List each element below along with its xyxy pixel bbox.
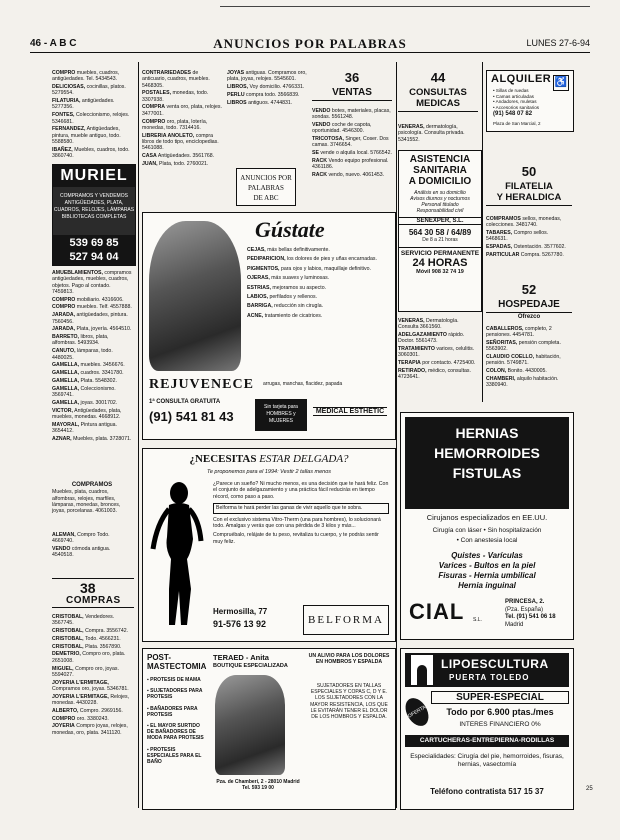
top-rule xyxy=(220,6,590,7)
asistencia-phones: 564 30 58 / 64/89 xyxy=(408,228,472,237)
muriel-services: COMPRAMOS Y VENDEMOS ANTIGÜEDADES, PLATA, CUADROS, RELOJES, LÁMPARAS BIBLIOTECAS COMPLETAS xyxy=(53,187,135,235)
gustate-item: ACNE, tratamiento de cicatrices. xyxy=(247,312,323,319)
woman-silhouette-figure xyxy=(147,479,207,627)
filatelia-title-2: Y HERALDICA xyxy=(486,192,572,206)
hernias-title-2: HEMORROIDES xyxy=(434,445,540,461)
classified-ad: FILATURIA, antigüedades. 5277356. xyxy=(52,98,115,111)
classified-ad: ALEMAN, Compro Todo. 4669740. xyxy=(52,532,110,545)
classified-ad: CASA Antigüedades. 3561768. xyxy=(142,153,215,160)
corner-number: 25 xyxy=(586,786,593,792)
classified-ad: MAYORAL, Pintura antigua. 3654412. xyxy=(52,421,117,435)
hernias-title-1: HERNIAS xyxy=(455,425,519,441)
page-header xyxy=(30,36,590,53)
ventas-section-title: VENTAS xyxy=(312,87,392,101)
classified-ad: MIGUEL, Compro oro, joyas. 5594027. xyxy=(52,665,119,678)
classified-ad: DELICIOSAS, cocinillas, platos. 5279554. xyxy=(52,84,126,97)
classified-ad: VENDO coche de capota, oportunidad. 4546300. xyxy=(312,122,372,135)
classified-ad: CRISTOBAL, Vendedores. 3567745. xyxy=(52,614,115,627)
classified-ad: CANUTO, lámparas, todo. 4480025. xyxy=(52,348,113,361)
post-item: ▪ BAÑADORES PARA PROTESIS xyxy=(147,705,198,718)
puerta-toledo-gate-icon xyxy=(411,655,433,685)
estar-delgada-ad xyxy=(142,448,396,642)
delgada-subtitle: Te proponemos para el 1994: Vestir 2 tallas menos xyxy=(206,469,332,475)
filatelia-section-header xyxy=(486,164,572,210)
classified-ad: GAMELLA, Plata. 5548302. xyxy=(52,377,117,384)
asistencia-service-3: Móvil 908 32 74 19 xyxy=(416,269,464,275)
classified-ad: CRISTOBAL, Plata. 3567890. xyxy=(52,643,122,650)
classified-ad: LIBROS, Voy domicilio. 4766331. xyxy=(227,84,305,91)
col5-medical-ads xyxy=(398,318,478,382)
post-item: ▪ EL MAYOR SURTIDO DE BAÑADORES DE MODA PARA PROTESIS xyxy=(147,723,204,742)
publication-name: A B C xyxy=(49,38,77,49)
lipo-title: LIPOESCULTURA xyxy=(441,657,549,671)
ventas-section-number: 36 xyxy=(344,70,360,85)
asistencia-sanitaria-ad xyxy=(398,150,482,312)
filatelia-ads xyxy=(486,216,570,260)
post-item: ▪ PROTESIS ESPECIALES PARA EL BAÑO xyxy=(147,746,202,766)
classified-ad: PARTICULAR Compra. 5267780. xyxy=(486,251,564,258)
teraed-brand: TERAED - Anita xyxy=(213,653,269,662)
delgada-paragraph: ¿Parece un sueño? Ni mucho menos, es una decisión que te hará feliz. Con el conjunto de adelgazamiento y una práctica fácil reducirás en tiempo récord, como paso a paso. xyxy=(213,481,389,500)
classified-ad: SEÑORITAS, pensión completa. 5563902. xyxy=(486,340,561,353)
medical-esthetic-logo: MEDICAL ESTHETIC xyxy=(313,407,387,416)
alquiler-ad xyxy=(486,70,574,132)
lipo-phone: Teléfono contratista 517 15 37 xyxy=(430,787,544,796)
page-title: ANUNCIOS POR PALABRAS xyxy=(213,36,407,51)
classified-ad: VENDO cómoda antigua. 4540518. xyxy=(52,546,111,559)
lipoescultura-ad xyxy=(400,648,574,810)
delgada-paragraph: Con el exclusivo sistema Vitro-Therm (una para hombres), lo solucionará todo. Amalgas y verás que con una pérdida de 3 kilos y más... xyxy=(213,516,381,530)
filatelia-title-1: FILATELIA xyxy=(505,181,553,192)
classified-ad: AMUEBLAMIENTOS, compramos antigüedades, muebles, cuadros, objetos. Pago al contado. 7459813. xyxy=(52,270,132,295)
post-mastectomia-ad xyxy=(142,648,396,810)
classified-ad: COMPRO mobiliario. 4316606. xyxy=(52,296,124,303)
compramos-title: COMPRAMOS xyxy=(71,482,113,488)
delgada-body xyxy=(213,481,389,548)
classified-ad: COMPRO muebles, cuadros, antigüedades. Tel. 5434543. xyxy=(52,70,120,83)
teraed-subtitle: BOUTIQUE ESPECIALIZADA xyxy=(213,663,288,669)
lipo-special: SUPER-ESPECIAL xyxy=(431,691,569,704)
classified-ad: ESPADAS, Ostentación. 3577602. xyxy=(486,244,566,251)
col1-top-ads xyxy=(52,70,132,161)
gustate-services xyxy=(247,247,389,322)
classified-ad: LIBRERIA ANOLETO, compra libros de todo tipo, enciclopedias. 5461088. xyxy=(142,132,219,152)
classified-ad: DEMETRIO, Compro oro, plata. 2651008. xyxy=(52,651,126,664)
classified-ad: TRATAMIENTO varices, celulitis. 3060301. xyxy=(398,346,475,359)
anuncios-por-palabras-box: ANUNCIOS POR PALABRAS DE ABC xyxy=(236,168,296,206)
hernias-ad xyxy=(400,412,574,640)
muriel-title: MURIEL xyxy=(53,165,135,187)
consultas-section-number: 44 xyxy=(430,70,446,85)
filatelia-section-number: 50 xyxy=(521,164,537,179)
classified-ad: RACK Vendo equipo profesional. 4361186. xyxy=(312,158,389,171)
col1-bottom-ads xyxy=(52,614,132,738)
compras-section-header xyxy=(52,578,134,608)
hernias-line-3: • Con anestesia local xyxy=(456,537,518,544)
classified-ad: COMPRA venta oro, plata, relojes. 3477001. xyxy=(142,104,222,117)
alquiler-items: • Sillas de ruedas • Camas articuladas • Andadores, muletas • Accesorios sanitarios xyxy=(493,88,540,110)
classified-ad: JOYERIA L'ERMITAGE, Compramos oro, joyas. 5346781. xyxy=(52,679,129,692)
classified-ad: GAMELLA, cuadros. 3341780. xyxy=(52,370,124,377)
classified-ad: GAMELLA, Coleccionismo. 3569741. xyxy=(52,385,116,399)
classified-ad: AZNAR, Muebles, plata. 3728071. xyxy=(52,435,132,442)
page-date: LUNES 27-6-94 xyxy=(526,38,590,48)
cial-suffix: S.L. xyxy=(473,617,482,623)
lipo-bar: CARTUCHERAS-ENTREPIERNA-RODILLAS xyxy=(405,735,569,747)
compras-section-title: COMPRAS xyxy=(66,595,121,606)
gustate-item: CEJAS, más bellas definitivamente. xyxy=(247,247,330,253)
col1-mid-ads xyxy=(52,270,132,444)
oferta-badge: OFERTA xyxy=(401,694,433,730)
ventas-section-header xyxy=(312,70,392,100)
muriel-phones xyxy=(53,235,135,265)
delgada-address: Hermosilla, 77 xyxy=(213,607,268,616)
compras-section-number: 38 xyxy=(80,580,96,596)
muriel-ad xyxy=(52,164,136,266)
classified-ad: CHAMBERI, alquilo habitación. 3380940. xyxy=(486,376,559,389)
gustate-item: PEDIPARICION, los dolores de pies y uñas encarnadas. xyxy=(247,256,377,263)
asistencia-service-2: 24 HORAS xyxy=(412,257,468,269)
classified-ad: LIBROS antiguos. 4744831. xyxy=(227,99,293,106)
classified-ad: GAMELLA, joyas. 3001702. xyxy=(52,399,118,406)
classified-ad: COMPRO muebles. Telf. 4557888. xyxy=(52,304,132,311)
woman-portrait-photo xyxy=(149,221,241,371)
delgada-paragraph: Belforma te hará perder las ganas de vivir aquello que te sobra. xyxy=(213,503,389,513)
muriel-phone-1: 539 69 85 xyxy=(69,237,119,249)
rejuvenece-subtitle: arrugas, manchas, flacidez, papada xyxy=(263,381,343,387)
post-contact: Pza. de Chamberí, 2 - 28010 Madrid Tel. 593 19 00 xyxy=(216,779,300,791)
muriel-phone-2: 527 94 04 xyxy=(69,251,119,263)
consultas-title-1: CONSULTAS xyxy=(409,87,467,98)
asistencia-title-1: ASISTENCIA xyxy=(409,154,471,165)
cial-contact: PRINCESA, 2. (Pza. España) Tel. (91) 541 06 18 Madrid xyxy=(505,599,556,628)
ventas-ads xyxy=(312,108,392,180)
gustate-ad xyxy=(142,212,396,440)
asistencia-title-2: SANITARIA xyxy=(413,165,467,176)
hospedaje-section-number: 52 xyxy=(521,282,537,297)
post-item: ▪ PROTESIS DE MAMA xyxy=(147,677,201,683)
classified-ad: JOYERIA L'ERMITAGE, Relojes, monedas. 4430228. xyxy=(52,693,130,707)
consulta-gratuita: 1ª CONSULTA GRATUITA xyxy=(149,399,221,405)
asistencia-hours: De 8 a 21 horas xyxy=(422,237,458,243)
classified-ad: VICTOR, Antigüedades, plata, muebles, monedas. 4668912. xyxy=(52,407,122,420)
hernias-title-block xyxy=(405,417,569,509)
post-items xyxy=(147,677,207,770)
hospedaje-ads xyxy=(486,326,570,390)
classified-ad: RACK vendo, nuevo. 4061453. xyxy=(312,172,385,179)
compramos-text: Muebles, plata, cuadros, alfombras, relojes, marfiles, lámparas, monedas, bronces, joyas, porcelanas. 4061003. xyxy=(52,489,121,515)
consultas-section-header xyxy=(398,70,478,116)
gustate-item: PIGMENTOS, para ojos y labios, maquillaje definitivo. xyxy=(247,265,371,272)
rejuvenece-title: REJUVENECE xyxy=(149,377,254,392)
consultas-title-2: MEDICAS xyxy=(398,98,478,112)
model-photo xyxy=(215,675,285,775)
classified-ad: ALBERTO, Compro. 2969156. xyxy=(52,707,123,714)
lipo-specialties: Especialidades: Cirugía del pie, hemorroides, fisuras, hernias, vasectomía xyxy=(410,753,564,768)
gustate-badge: Sin tarjeta para HOMBRES y MUJERES xyxy=(255,399,307,431)
gustate-item: LABIOS, perfilados y rellenos. xyxy=(247,294,318,301)
post-title: POST- MASTECTOMIA xyxy=(147,653,207,671)
cial-logo: CIAL xyxy=(409,599,465,624)
hospedaje-section-title: HOSPEDAJE xyxy=(486,299,572,313)
lipo-interest: INTERES FINANCIERO 0% xyxy=(459,721,541,728)
classified-ad: COLON, Bonito. 4430005. xyxy=(486,368,547,375)
classified-ad: SE vende o alquila local. 5766542. xyxy=(312,150,392,157)
classified-ad: JOYAS antiguas. Compramos oro, plata, joyas, relojes. 5545601. xyxy=(227,70,307,83)
asistencia-title-3: A DOMICILIO xyxy=(408,176,472,187)
hernias-line-1: Cirujanos especializados en EE.UU. xyxy=(426,513,548,522)
classified-ad: VENERAS, dermatología, psicología. Consulta privada. 5341552. xyxy=(398,124,465,143)
classified-ad: POSTALES, monedas, todo. 3307938. xyxy=(142,90,209,103)
gustate-logo: Gústate xyxy=(255,217,325,242)
hernias-title-3: FISTULAS xyxy=(452,465,522,481)
classified-ad: JARADA, Plata, joyería. 4564510. xyxy=(52,326,132,333)
classified-ad: JOYERIA Compro joyas, relojes, monedas, oro, plata. 3411120. xyxy=(52,723,128,736)
classified-ad: PERLU compra todo. 3566839. xyxy=(227,91,300,98)
classified-ad: FERNANDEZ, Antigüedades, pintura, mueble antiguo, todo. 5588580. xyxy=(52,126,121,145)
classified-ad: VENDO botes, materiales, placas, sondas. 5561248. xyxy=(312,108,391,121)
delgada-paragraph: Compruébalo, relájate de tu peso, revitaliza tu cuerpo, y te podrás sentir muy feliz. xyxy=(213,532,379,545)
classified-ad: CRISTOBAL, Compra. 3556742. xyxy=(52,628,129,635)
post-right-text: SUJETADORES EN TALLAS ESPECIALES Y COPAS C, D Y E. LOS SUJETADORES CON LA MAYOR RESISTENCIA, LOS QUE LE EVITARÁN TENER EL DOLOR DE LOS HOMBROS Y ESPALDA. xyxy=(310,683,388,721)
post-item: ▪ SUJETADORES PARA PROTESIS xyxy=(147,688,203,701)
lipo-price: Todo por 6.900 ptas./mes xyxy=(446,707,554,717)
classified-ad: FONTES, Coleccionismo, relojes. 5346681. xyxy=(52,112,130,125)
classified-ad: GAMELLA, muebles. 3456676. xyxy=(52,362,125,369)
compramos-ad xyxy=(52,482,132,516)
post-right-title: UN ALIVIO PARA LOS DOLORES EN HOMBROS Y ESPALDA xyxy=(308,653,390,666)
classified-ad: ADELGAZAMIENTO rápido. Doctor. 5561473. xyxy=(398,332,465,345)
lipo-header xyxy=(405,653,569,687)
page-folio: 46 - A B C xyxy=(30,38,77,49)
classified-ad: CABALLEROS, completo, 2 pensiones. 4454781. xyxy=(486,326,552,339)
page-number: 46 xyxy=(30,38,42,49)
consultas-ads xyxy=(398,124,478,144)
gustate-phone: (91) 541 81 43 xyxy=(149,409,234,424)
classified-ad: TERAPIA por contacto. 4725400. xyxy=(398,360,476,367)
col2-ads xyxy=(142,70,222,169)
lipo-subtitle: PUERTA TOLEDO xyxy=(449,673,530,682)
hernias-conditions: Quistes - Varículas Varices - Bultos en la piel Fisuras - Hernia umbilical Hernia inguinal xyxy=(438,551,536,590)
belforma-logo: BELFORMA xyxy=(303,605,389,635)
classified-ad: COMPRO oro. 3380243. xyxy=(52,715,109,722)
delgada-phone: 91-576 13 92 xyxy=(213,619,267,629)
classified-ad: CONTRARIEDADES de anticuario, cuadros, muebles. 5468305. xyxy=(142,70,210,89)
asistencia-company: SENEXPER, S.L. xyxy=(399,217,481,225)
classified-ad: COMPRAMOS sellos, monedas, colecciones. 3481740. xyxy=(486,216,562,229)
alquiler-address: Plaza de San Marcial, 2 xyxy=(493,121,541,126)
classified-ad: TABARES, Compro sellos. 5468631. xyxy=(486,230,549,243)
asistencia-services: Análisis en su domicilio Avisos diurnos y nocturnos Personal titulado Responsabilidad civil xyxy=(410,190,470,214)
hospedaje-subtitle: Ofrezco xyxy=(517,314,541,320)
hernias-line-2: Cirugía con láser • Sin hospitalización xyxy=(432,527,542,534)
gustate-item: BARRIGA, reducción sin cirugía. xyxy=(247,303,324,310)
gustate-item: OJERAS, más suaves y luminosas. xyxy=(247,275,330,282)
classified-ad: TRICOTOSA, Singer, Coser. Dos camas. 3746654. xyxy=(312,136,389,149)
asistencia-service-1: SERVICIO PERMANENTE xyxy=(399,247,481,257)
classified-ad: CRISTOBAL, Todo. 4566231. xyxy=(52,635,121,642)
col3-ads xyxy=(227,70,307,107)
wheelchair-icon: ♿ xyxy=(553,75,569,91)
classified-ad: RETIRADO, médico, consultas. 4723641. xyxy=(398,368,471,381)
classified-ad: BARRETO, libros, plata, alfombras. 5493934. xyxy=(52,334,109,347)
classified-ad: IBAÑEZ, Muebles, cuadros, todo. 3860740. xyxy=(52,146,130,160)
classified-ad: JUAN, Plata, todo. 2760021. xyxy=(142,160,209,167)
classified-ad: COMPRO oro, plata, lotería, monedas, todo. 7314416. xyxy=(142,118,208,131)
gustate-item: ESTRIAS, mejoramos su aspecto. xyxy=(247,284,327,291)
alquiler-phone: (91) 548 07 82 xyxy=(493,111,533,117)
alquiler-title: ALQUILER xyxy=(491,73,552,85)
classified-ad: JARADA, antigüedades, pintura. 7560456. xyxy=(52,312,128,325)
delgada-headline: ¿NECESITAS ESTAR DELGADA? xyxy=(189,453,349,465)
classified-ad: CLAUDIO COELLO, habitación, pensión. 5749871. xyxy=(486,354,561,367)
col1-low-ads xyxy=(52,532,132,560)
classified-ad: VENERAS, Dermatología. Consulta 3661560. xyxy=(398,318,459,331)
